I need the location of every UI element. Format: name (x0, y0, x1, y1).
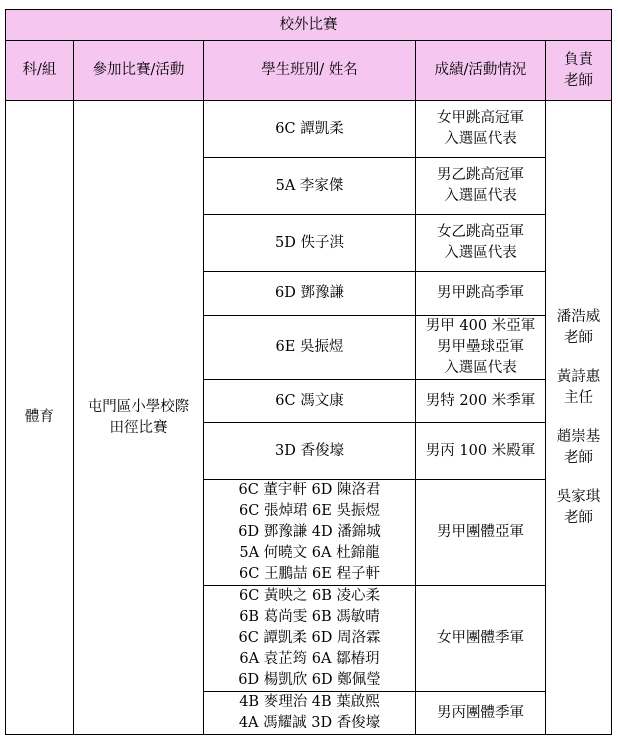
header-students: 學生班別/ 姓名 (204, 41, 416, 101)
student-line: 6C 譚凱柔 6D 周洛霖 (238, 630, 381, 646)
teacher-title: 主任 (564, 389, 593, 406)
student-line: 6D 鄧豫謙 4D 潘錦城 (238, 524, 381, 540)
result-cell (416, 380, 546, 423)
student-line: 5A 李家傑 (275, 177, 344, 194)
students-cell (204, 480, 416, 586)
result-line: 男特 200 米季軍 (425, 392, 536, 409)
result-cell (416, 101, 546, 158)
teacher-name: 黃詩惠 (556, 368, 601, 385)
students-cell (204, 158, 416, 215)
student-line: 5A 何曉文 6A 杜錦龍 (239, 545, 380, 561)
header-subject: 科/組 (6, 41, 74, 101)
result-line: 男甲 400 米亞軍 (425, 318, 536, 334)
students-cell (204, 215, 416, 272)
student-line: 6C 王鵬喆 6E 程子軒 (239, 566, 380, 582)
teacher-name: 潘浩威 (556, 308, 601, 325)
result-line: 男甲壘球亞軍 (437, 339, 524, 355)
students-cell (204, 316, 416, 380)
result-line: 女乙跳高亞軍 (437, 224, 524, 240)
student-line: 6D 鄧豫謙 (275, 285, 344, 301)
result-cell (416, 586, 546, 692)
header-teacher (546, 41, 612, 101)
result-cell (416, 158, 546, 215)
result-line: 男丙團體季軍 (437, 704, 524, 721)
students-cell (204, 423, 416, 480)
header-teacher-line2: 老師 (564, 72, 593, 89)
competition-cell (74, 101, 204, 735)
header-result: 成績/活動情況 (416, 41, 546, 101)
students-cell (204, 692, 416, 735)
teacher-name: 趙崇基 (556, 428, 601, 445)
teacher-title: 老師 (564, 509, 593, 526)
result-cell (416, 316, 546, 380)
teachers-cell (546, 101, 612, 735)
teacher-entry (546, 307, 611, 349)
table-title: 校外比賽 (6, 10, 612, 41)
result-line: 男乙跳高冠軍 (437, 167, 524, 183)
header-teacher-line1: 負責 (564, 51, 593, 68)
result-cell (416, 215, 546, 272)
subject-cell: 體育 (6, 101, 74, 735)
teacher-entry (546, 487, 611, 529)
result-line: 女甲團體季軍 (437, 630, 524, 646)
result-line: 男甲跳高季軍 (437, 285, 524, 301)
students-cell (204, 586, 416, 692)
result-line: 男甲團體亞軍 (437, 524, 524, 540)
student-line: 6B 葛尚雯 6B 馮敏晴 (239, 609, 380, 625)
student-line: 6A 袁芷筠 6A 鄒椿玥 (239, 651, 380, 667)
student-line: 6C 馮文康 (275, 392, 344, 409)
teacher-entry (546, 427, 611, 469)
student-line: 6C 譚凱柔 (275, 120, 344, 137)
result-line: 入選區代表 (444, 360, 517, 376)
student-line: 6C 張焯珺 6E 吳振煜 (239, 503, 380, 519)
students-cell (204, 272, 416, 316)
teacher-name: 吳家琪 (556, 488, 601, 505)
result-cell (416, 423, 546, 480)
competition-line: 屯門區小學校際 (87, 398, 190, 415)
student-line: 6C 董宇軒 6D 陳洛君 (238, 482, 381, 498)
teacher-title: 老師 (564, 329, 593, 346)
student-line: 5D 佚子淇 (275, 234, 344, 251)
students-cell (204, 380, 416, 423)
result-line: 入選區代表 (444, 245, 517, 261)
result-cell (416, 692, 546, 735)
teacher-title: 老師 (564, 449, 593, 466)
table-row (6, 101, 612, 158)
result-line: 女甲跳高冠軍 (437, 110, 524, 126)
student-line: 6D 楊凱欣 6D 鄭佩瑩 (238, 672, 381, 688)
student-line: 3D 香俊壕 (275, 442, 344, 459)
teacher-entry (546, 367, 611, 409)
result-line: 男丙 100 米殿軍 (425, 442, 536, 459)
result-cell (416, 480, 546, 586)
result-line: 入選區代表 (444, 131, 517, 147)
student-line: 6C 黃映之 6B 凌心柔 (238, 588, 381, 604)
student-line: 4B 麥理治 4B 葉啟熙 (239, 694, 380, 710)
result-cell (416, 272, 546, 316)
student-line: 6E 吳振煜 (275, 339, 344, 355)
header-competition: 參加比賽/活動 (74, 41, 204, 101)
students-cell (204, 101, 416, 158)
result-line: 入選區代表 (444, 188, 517, 204)
student-line: 4A 馮耀誠 3D 香俊壕 (238, 715, 381, 731)
competition-line: 田徑比賽 (109, 419, 168, 436)
competition-table (5, 9, 612, 735)
